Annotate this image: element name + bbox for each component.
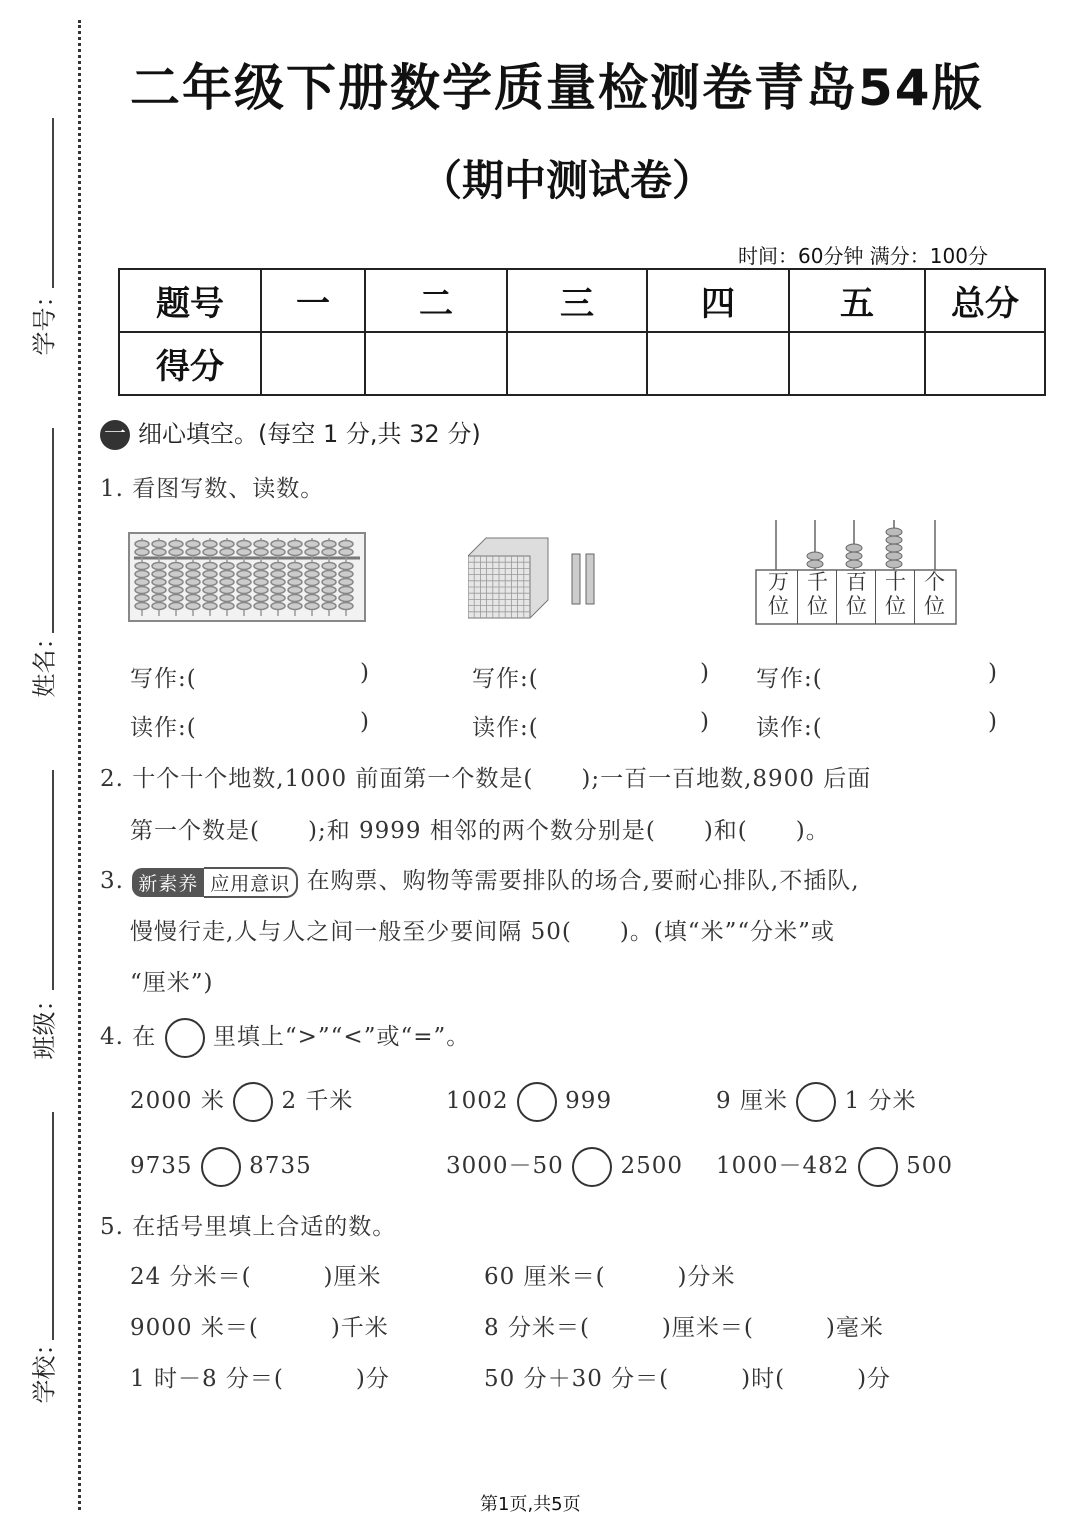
- abacus-bead: [203, 587, 217, 594]
- compare-item: [716, 1082, 917, 1122]
- abacus-bead: [169, 603, 183, 610]
- abacus-bead: [220, 571, 234, 578]
- student-id-label: 学号：: [30, 283, 59, 356]
- abacus-bead: [135, 579, 149, 586]
- abacus-bead: [322, 563, 336, 570]
- score-table-header-row: [119, 269, 1045, 332]
- abacus-bead: [237, 595, 251, 602]
- abacus-bead: [254, 563, 268, 570]
- abacus-bead: [220, 541, 234, 548]
- abacus-bead: [322, 587, 336, 594]
- class-line: [52, 770, 54, 990]
- abacus-bead: [186, 541, 200, 548]
- compare-right: 2 千米: [281, 1088, 354, 1114]
- new-literacy-tag: 新素养: [132, 868, 204, 897]
- abacus-bead: [254, 571, 268, 578]
- school-label: 学校：: [30, 1331, 59, 1404]
- abacus-bead: [237, 571, 251, 578]
- abacus-bead: [203, 541, 217, 548]
- abacus-bead: [339, 541, 353, 548]
- abacus-bead: [152, 603, 166, 610]
- abacus-bead: [135, 563, 149, 570]
- abacus-illustration: [128, 532, 366, 622]
- abacus-bead: [220, 603, 234, 610]
- abacus-bead: [271, 579, 285, 586]
- abacus-bead: [271, 595, 285, 602]
- compare-left: 3000－50: [446, 1153, 564, 1179]
- abacus-bead: [254, 603, 268, 610]
- compare-right: 500: [906, 1153, 953, 1179]
- abacus-bead: [169, 579, 183, 586]
- abacus-bead: [135, 587, 149, 594]
- read-close: ): [700, 709, 710, 735]
- question-3-line-3: “厘米”): [130, 970, 214, 996]
- write-label: 写作:(: [130, 666, 197, 692]
- score-header-cell: 一: [261, 269, 365, 332]
- abacus-bead: [305, 587, 319, 594]
- abacus-bead: [254, 587, 268, 594]
- abacus-bead: [220, 595, 234, 602]
- abacus-bead: [305, 563, 319, 570]
- compare-right: 2500: [620, 1153, 683, 1179]
- application-awareness-tag: 应用意识: [204, 867, 298, 898]
- read-label: 读作:(: [130, 715, 197, 741]
- conversion-item: 9000 米＝( )千米: [130, 1315, 389, 1341]
- write-close: ): [988, 660, 998, 686]
- abacus-bead: [203, 571, 217, 578]
- question-2-line-2: 第一个数是( );和 9999 相邻的两个数分别是( )和( )。: [130, 818, 830, 844]
- abacus-bead: [237, 563, 251, 570]
- page-number: 第1页,共5页: [480, 1494, 581, 1515]
- counting-blocks-illustration: [468, 536, 598, 620]
- abacus-bead: [135, 595, 149, 602]
- question-4-text: [100, 1018, 470, 1058]
- compare-item: [716, 1147, 953, 1187]
- read-label: 读作:(: [472, 715, 539, 741]
- conversion-item: 60 厘米＝( )分米: [484, 1264, 736, 1290]
- abacus-bead: [339, 563, 353, 570]
- abacus-bead: [305, 541, 319, 548]
- score-header-cell: 二: [365, 269, 507, 332]
- abacus-bead: [305, 603, 319, 610]
- compare-left: 9 厘米: [716, 1088, 788, 1114]
- compare-circle-input[interactable]: [517, 1082, 557, 1122]
- abacus-bead: [339, 603, 353, 610]
- abacus-bead: [169, 571, 183, 578]
- compare-circle-input[interactable]: [858, 1147, 898, 1187]
- write-close: ): [700, 660, 710, 686]
- abacus-bead: [305, 579, 319, 586]
- compare-left: 1000－482: [716, 1153, 850, 1179]
- abacus-bead: [169, 587, 183, 594]
- score-header-cell: 总分: [925, 269, 1045, 332]
- abacus-bead: [186, 563, 200, 570]
- question-4-text-b: 里填上“>”“<”或“=”。: [212, 1024, 471, 1050]
- score-header-cell: 四: [647, 269, 789, 332]
- compare-right: 1 分米: [844, 1088, 917, 1114]
- question-3-text-1: 在购票、购物等需要排队的场合,要耐心排队,不插队,: [306, 868, 860, 894]
- score-header-cell: 题号: [119, 269, 261, 332]
- abacus-bead: [254, 595, 268, 602]
- conversion-item: 8 分米＝( )厘米＝( )毫米: [484, 1315, 884, 1341]
- abacus-bead: [271, 549, 285, 556]
- question-1-text: 1. 看图写数、读数。: [100, 476, 325, 502]
- time-score-info: 时间：60分钟 满分：100分: [738, 244, 988, 268]
- question-3-line-2: 慢慢行走,人与人之间一般至少要间隔 50( )。(填“米”“分米”或: [130, 919, 835, 945]
- question-2-line-1: 2. 十个十个地数,1000 前面第一个数是( );一百一百地数,8900 后面: [100, 766, 872, 792]
- abacus-bead: [186, 603, 200, 610]
- place-label-tens: 十位: [877, 570, 915, 624]
- place-label-hundreds: 百位: [838, 570, 876, 624]
- abacus-bead: [237, 541, 251, 548]
- abacus-bead: [152, 595, 166, 602]
- page-subtitle: （期中测试卷）: [420, 156, 715, 205]
- write-label: 写作:(: [756, 666, 823, 692]
- conversion-item: 50 分＋30 分＝( )时( )分: [484, 1366, 892, 1392]
- name-line: [52, 428, 54, 633]
- compare-item: [446, 1147, 683, 1187]
- abacus-bead: [203, 603, 217, 610]
- score-header-cell: 五: [789, 269, 925, 332]
- compare-right: 8735: [249, 1153, 312, 1179]
- abacus-bead: [254, 579, 268, 586]
- student-id-line: [52, 118, 54, 288]
- abacus-bead: [152, 579, 166, 586]
- abacus-bead: [203, 579, 217, 586]
- place-label-ten-thousands: 万位: [760, 570, 798, 624]
- abacus-bead: [305, 571, 319, 578]
- score-row-label: 得分: [119, 332, 261, 395]
- abacus-bead: [169, 563, 183, 570]
- abacus-bead: [288, 549, 302, 556]
- school-line: [52, 1112, 54, 1340]
- abacus-bead: [152, 587, 166, 594]
- name-label: 姓名：: [30, 625, 59, 698]
- score-table: [118, 268, 1046, 396]
- conversion-item: 1 时－8 分＝( )分: [130, 1366, 390, 1392]
- abacus-bead: [169, 541, 183, 548]
- abacus-bead: [305, 595, 319, 602]
- write-close: ): [360, 660, 370, 686]
- abacus-bead: [288, 571, 302, 578]
- abacus-bead: [135, 549, 149, 556]
- score-table-score-row: [119, 332, 1045, 395]
- score-cell: [925, 332, 1045, 395]
- abacus-bead: [203, 563, 217, 570]
- score-cell: [365, 332, 507, 395]
- read-label: 读作:(: [756, 715, 823, 741]
- abacus-bead: [339, 595, 353, 602]
- abacus-bead: [220, 587, 234, 594]
- abacus-bead: [135, 571, 149, 578]
- abacus-bead: [322, 579, 336, 586]
- class-label: 班级：: [30, 987, 59, 1060]
- compare-left: 1002: [446, 1088, 509, 1114]
- compare-item: [130, 1082, 353, 1122]
- read-close: ): [360, 709, 370, 735]
- abacus-bead: [186, 571, 200, 578]
- abacus-bead: [237, 603, 251, 610]
- compare-circle-example: [165, 1018, 205, 1058]
- abacus-bead: [322, 571, 336, 578]
- write-label: 写作:(: [472, 666, 539, 692]
- abacus-bead: [271, 603, 285, 610]
- abacus-bead: [288, 587, 302, 594]
- abacus-bead: [152, 549, 166, 556]
- abacus-bead: [339, 587, 353, 594]
- abacus-bead: [169, 595, 183, 602]
- abacus-bead: [271, 587, 285, 594]
- abacus-bead: [186, 587, 200, 594]
- compare-left: 2000 米: [130, 1088, 225, 1114]
- abacus-bead: [135, 603, 149, 610]
- abacus-bead: [288, 595, 302, 602]
- abacus-bead: [271, 541, 285, 548]
- abacus-bead: [220, 563, 234, 570]
- abacus-bead: [271, 563, 285, 570]
- compare-circle-input[interactable]: [201, 1147, 241, 1187]
- abacus-bead: [339, 549, 353, 556]
- compare-circle-input[interactable]: [572, 1147, 612, 1187]
- abacus-bead: [237, 549, 251, 556]
- question-5-text: 5. 在括号里填上合适的数。: [100, 1214, 397, 1240]
- question-3-number: 3.: [100, 868, 124, 894]
- abacus-bead: [322, 549, 336, 556]
- place-label-ones: 个位: [924, 570, 945, 618]
- abacus-bead: [237, 587, 251, 594]
- compare-circle-input[interactable]: [796, 1082, 836, 1122]
- abacus-bead: [203, 595, 217, 602]
- compare-circle-input[interactable]: [233, 1082, 273, 1122]
- abacus-bead: [288, 563, 302, 570]
- score-cell: [507, 332, 647, 395]
- abacus-bead: [135, 541, 149, 548]
- abacus-bead: [288, 541, 302, 548]
- abacus-bead: [186, 549, 200, 556]
- place-label-thousands: 千位: [799, 570, 837, 624]
- abacus-bead: [254, 541, 268, 548]
- conversion-item: 24 分米＝( )厘米: [130, 1264, 382, 1290]
- score-header-cell: 三: [507, 269, 647, 332]
- abacus-bead: [152, 541, 166, 548]
- abacus-bead: [322, 541, 336, 548]
- abacus-bead: [220, 549, 234, 556]
- binding-dotted-line: [78, 20, 81, 1510]
- score-cell: [647, 332, 789, 395]
- abacus-bead: [152, 571, 166, 578]
- abacus-bead: [220, 579, 234, 586]
- compare-item: [130, 1147, 312, 1187]
- question-4-text-a: 4. 在: [100, 1024, 157, 1050]
- abacus-bead: [152, 563, 166, 570]
- abacus-bead: [237, 579, 251, 586]
- read-close: ): [988, 709, 998, 735]
- abacus-bead: [271, 571, 285, 578]
- abacus-bead: [339, 579, 353, 586]
- abacus-bead: [339, 571, 353, 578]
- abacus-bead: [203, 549, 217, 556]
- abacus-bead: [305, 549, 319, 556]
- abacus-bead: [322, 603, 336, 610]
- compare-right: 999: [565, 1088, 613, 1114]
- score-cell: [789, 332, 925, 395]
- page-title: 二年级下册数学质量检测卷青岛54版: [130, 59, 984, 117]
- question-3-line-1: [100, 862, 860, 898]
- abacus-bead: [186, 579, 200, 586]
- compare-item: [446, 1082, 612, 1122]
- section-number-badge: 一: [100, 420, 130, 450]
- abacus-bead: [186, 595, 200, 602]
- abacus-bead: [169, 549, 183, 556]
- compare-left: 9735: [130, 1153, 193, 1179]
- section-1-heading: [100, 414, 481, 450]
- abacus-bead: [254, 549, 268, 556]
- section-1-title: 细心填空。(每空 1 分,共 32 分): [138, 420, 481, 448]
- score-cell: [261, 332, 365, 395]
- abacus-bead: [288, 603, 302, 610]
- abacus-bead: [288, 579, 302, 586]
- abacus-bead: [322, 595, 336, 602]
